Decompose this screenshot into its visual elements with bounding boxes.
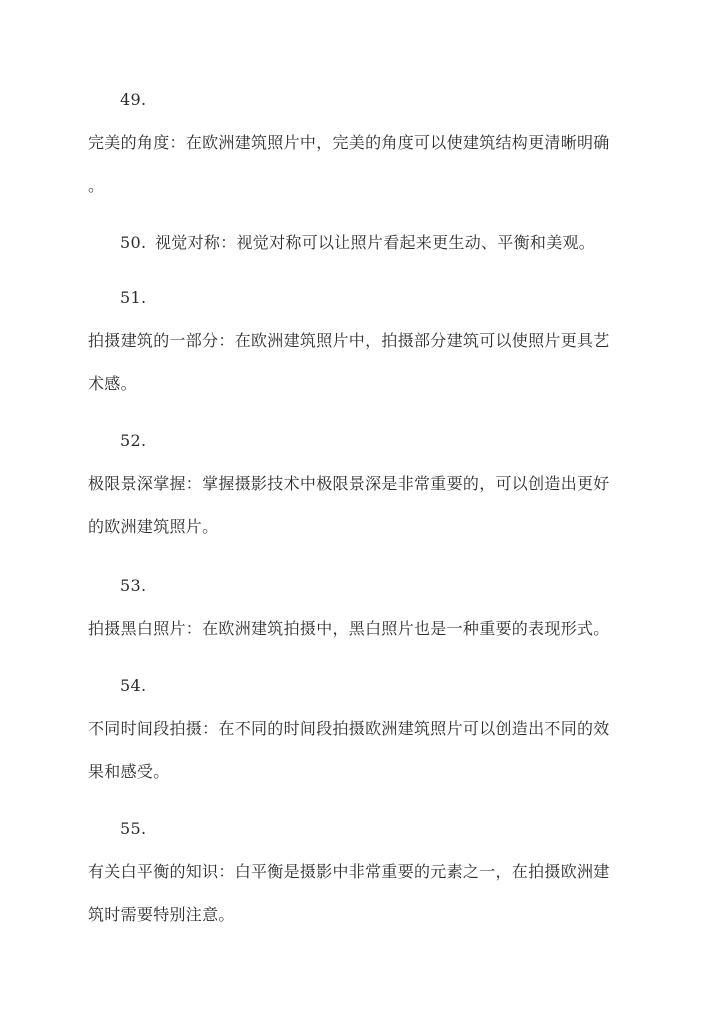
item-51-line-1: 拍摄建筑的一部分：在欧洲建筑照片中，拍摄部分建筑可以使照片更具艺	[88, 331, 610, 350]
item-52-line-2: 的欧洲建筑照片。	[88, 517, 219, 536]
item-54-number: 54.	[120, 676, 147, 695]
item-49-line-1: 完美的角度：在欧洲建筑照片中，完美的角度可以使建筑结构更清晰明确	[88, 133, 610, 152]
item-55-line-1: 有关白平衡的知识：白平衡是摄影中非常重要的元素之一，在拍摄欧洲建	[88, 862, 610, 881]
item-49-number: 49.	[120, 90, 147, 109]
item-55-line-2: 筑时需要特别注意。	[88, 905, 235, 924]
item-51-line-2: 术感。	[88, 374, 137, 393]
item-55-number: 55.	[120, 819, 147, 838]
item-54-line-2: 果和感受。	[88, 762, 170, 781]
item-53-number: 53.	[120, 576, 147, 595]
item-54-line-1: 不同时间段拍摄：在不同的时间段拍摄欧洲建筑照片可以创造出不同的效	[88, 719, 610, 738]
item-49-line-2: 。	[88, 176, 105, 195]
item-50-text: 视觉对称：视觉对称可以让照片看起来更生动、平衡和美观。	[155, 233, 596, 252]
item-53-line-1: 拍摄黑白照片：在欧洲建筑拍摄中，黑白照片也是一种重要的表现形式。	[88, 619, 610, 638]
item-52-line-1: 极限景深掌握：掌握摄影技术中极限景深是非常重要的，可以创造出更好	[88, 474, 610, 493]
item-52-number: 52.	[120, 431, 147, 450]
item-51-number: 51.	[120, 288, 147, 307]
item-50-number: 50.	[120, 233, 147, 252]
